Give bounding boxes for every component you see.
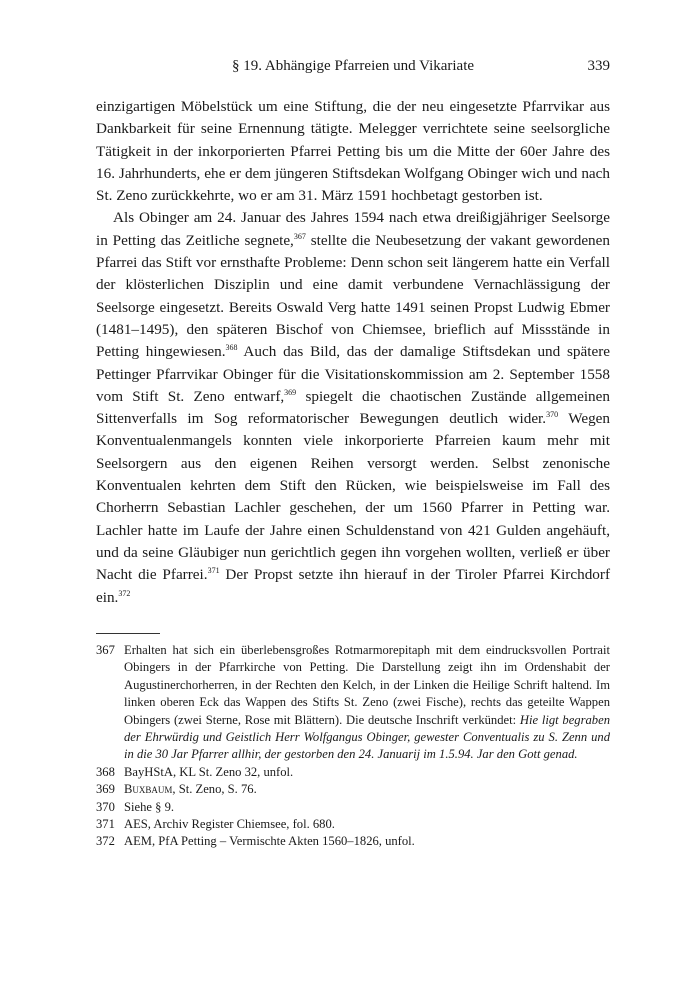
text-run: Als Obinger am 24. Januar des Jahres 1594 nach etwa dreißigjähriger Seelsorge in Petting das Zeitliche segnete, bbox=[96, 209, 610, 249]
text-run: Erhalten hat sich ein überlebensgroßes Rotmarmorepitaph mit dem eindrucksvollen Portrait Obingers in der Pfarrkirche von Petting. Die Darstellung zeigt ihn im Ordenshabit der Augustinerchorherren, in der Rechten den Kelch, in der Linken die Heilige Schrift haltend. Im linken oberen Eck das Wappen des Stifts St. Zeno (zwei Fische), rechts das geteilte Wappen Obingers (zwei Sterne, Rose mit Blättern). Die deutsche Inschrift verkündet: bbox=[124, 643, 610, 727]
footnote-number: 367 bbox=[96, 643, 115, 657]
text-run: spiegelt die chaotischen Zustände allgemeinen Sittenverfalls im Sog reformatorischer Bewegungen deutlich wider. bbox=[96, 387, 610, 428]
footnotes bbox=[96, 642, 610, 851]
inscription-quote: Hie ligt begraben der Ehrwürdig und Geistlich Herr Wolfgangus Obinger, gewester Conventualis zu S. Zenn und in die 30 Jar Pfarrer allhir, der gestorben den 24. Januarij im 1.5.94. Jar den Gott genad. bbox=[124, 712, 610, 762]
footnote bbox=[96, 816, 610, 833]
text-run: BayHStA, KL St. Zeno 32, unfol. bbox=[124, 764, 294, 779]
text-run: AES, Archiv Register Chiemsee, fol. 680. bbox=[124, 817, 335, 832]
page-header bbox=[96, 58, 610, 80]
author-name: Buxbaum bbox=[124, 782, 173, 797]
footnote-ref: 370 bbox=[546, 410, 559, 420]
footnote-number: 370 bbox=[96, 799, 115, 814]
text-run: , St. Zeno, S. 76. bbox=[172, 782, 257, 797]
body-paragraph bbox=[96, 96, 610, 207]
text-run: Siehe § 9. bbox=[124, 799, 175, 814]
text-run: einzigartigen Möbelstück um eine Stiftung, die der neu eingesetzte Pfarrvikar aus Dankbarkeit für seine Ernennung tätigte. Melegger verrichtete seine seelsorgliche Tätigkeit in der inkorporierten Pfarrei Petting bis um die Mitte der 60er Jahre des 16. Jahrhunderts, ehe er dem jüngeren Stiftsdekan Wolfgang Obinger wich und nach St. Zeno zurückkehrte, wo er am 31. März 1591 hochbetagt gestorben ist. bbox=[96, 98, 610, 205]
footnote-number: 368 bbox=[96, 764, 115, 779]
text-run: stellte die Neubesetzung der vakant gewordenen Pfarrei das Stift vor ernsthafte Probleme: Denn schon seit längerem hatte ein Verfall der klösterlichen Disziplin und eine damit verbundene Vernachlässigung der Seelsorge eingesetzt. Bereits Oswald Verg hatte 1491 seinen Propst Ludwig Ebmer (1481–1495), den späteren Bischof von Chiemsee, brieflich auf Missstände in Petting hingewiesen. bbox=[96, 231, 610, 361]
footnote-number: 372 bbox=[96, 834, 115, 849]
footnote bbox=[96, 642, 610, 764]
text-run: Der Propst setzte ihn hierauf in der Tiroler Pfarrei Kirchdorf ein. bbox=[96, 566, 610, 606]
footnote-ref: 369 bbox=[284, 387, 297, 397]
text-run: AEM, PfA Petting – Vermischte Akten 1560–1826, unfol. bbox=[124, 834, 415, 849]
text-run: Auch das Bild, das der damalige Stiftsdekan und spätere Pettinger Pfarrvikar Obinger für die Visitationskommission am 2. September 1558 vom Stift St. Zeno entwarf, bbox=[96, 343, 611, 405]
text-run: Wegen Konventualenmangels konnten viele inkorporierte Pfarreien kaum mehr mit Seelsorgern aus den eigenen Reihen versorgt werden. Selbst zenonische Konventualen kehrten dem Stift den Rücken, wie beispielsweise im Fall des Chorherrn Sebastian Lachler geschehen, der um 1560 Pfarrer in Petting war. Lachler hatte im Laufe der Jahre einen Schuldenstand von 421 Gulden angehäuft, und da seine Gläubiger nun gerichtlich gegen ihn vorgehen wollten, verließ er über Nacht die Pfarrei. bbox=[96, 410, 611, 584]
page-number: 339 bbox=[587, 58, 610, 74]
footnote-ref: 368 bbox=[225, 343, 238, 353]
footnote-ref: 367 bbox=[293, 231, 306, 241]
footnote bbox=[96, 833, 610, 850]
footnote bbox=[96, 764, 610, 781]
footnote-number: 371 bbox=[96, 817, 115, 832]
footnote-separator bbox=[96, 633, 160, 634]
footnote-ref: 372 bbox=[118, 588, 131, 598]
footnote bbox=[96, 781, 610, 798]
running-title: § 19. Abhängige Pfarreien und Vikariate bbox=[231, 58, 475, 74]
footnote-number: 369 bbox=[96, 782, 115, 797]
footnote bbox=[96, 799, 610, 816]
body-paragraph bbox=[96, 207, 610, 608]
footnote-ref: 371 bbox=[207, 566, 220, 576]
main-text bbox=[96, 96, 610, 609]
